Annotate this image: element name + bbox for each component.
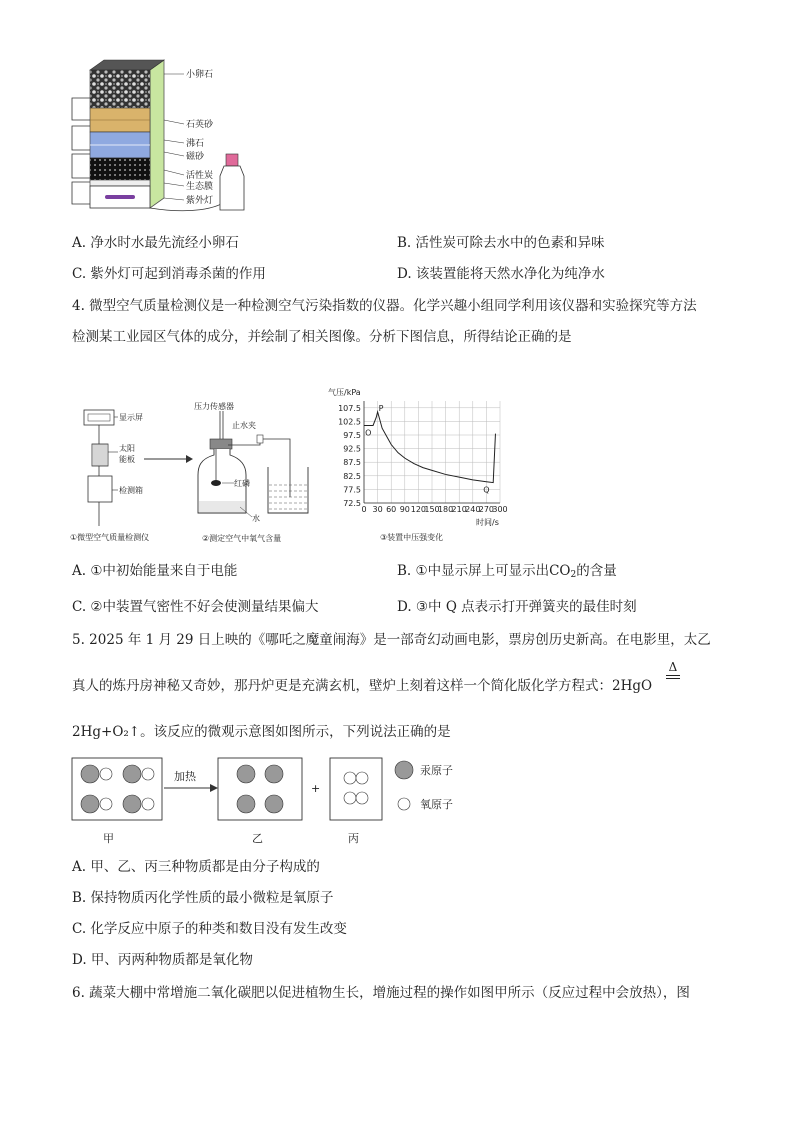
label-bing: 丙 [348, 832, 359, 845]
label-zeolite: 沸石 [186, 139, 205, 149]
reaction-micro-diagram [70, 752, 490, 848]
chart-xtick-label: 0 [361, 505, 367, 514]
chart-xtick-label: 270 [478, 505, 495, 514]
label-clamp: 止水夹 [232, 421, 256, 430]
chart-ytick-label: 92.5 [343, 444, 361, 454]
legend-o: 氧原子 [420, 798, 453, 811]
q4-option-a: A. ①中初始能量来自于电能 [72, 563, 238, 579]
delta-text: Δ [668, 660, 678, 674]
chart-ytick-label: 82.5 [343, 471, 361, 481]
q4-option-b-text: B. ①中显示屏上可显示出CO [397, 563, 571, 579]
chart-xtick-label: 180 [437, 505, 454, 514]
q3-option-c: C. 紫外灯可起到消毒杀菌的作用 [72, 266, 266, 282]
chart-caption: ③装置中压强变化 [380, 533, 444, 542]
chart-ytick-label: 87.5 [343, 458, 361, 468]
q5-stem-line3: 2Hg+O₂↑。该反应的微观示意图如图所示，下列说法正确的是 [72, 724, 451, 740]
label-water: 水 [252, 514, 260, 523]
q5-option-c: C. 化学反应中原子的种类和数目没有发生改变 [72, 921, 347, 937]
q3-option-b: B. 活性炭可除去水中的色素和异味 [397, 235, 605, 251]
label-detect-box: 检测箱 [119, 486, 143, 495]
label-quartz-sand: 石英砂 [186, 120, 214, 130]
q5-stem-line2: 真人的炼丹房神秘又奇妙，那丹炉更是充满玄机，壁炉上刻着这样一个简化版化学方程式：2HgO [72, 678, 653, 694]
chart-ytick-label: 77.5 [343, 485, 361, 495]
label-solar-2: 能板 [119, 455, 135, 464]
label-pebbles: 小卵石 [186, 70, 214, 80]
q4-option-b-sub: 2 [570, 570, 577, 580]
q3-option-d: D. 该装置能将天然水净化为纯净水 [397, 266, 605, 282]
chart-xtick-label: 240 [465, 505, 481, 514]
q5-heat-symbol [666, 660, 680, 679]
air-quality-device-figure [68, 400, 188, 545]
chart-point-label: P [378, 403, 384, 413]
label-plus: + [311, 782, 321, 795]
chart-xtick-label: 120 [410, 505, 427, 514]
chart-ytick-label: 102.5 [338, 417, 361, 427]
q4-stem-line2: 检测某工业园区气体的成分，并绘制了相关图像。分析下图信息，所得结论正确的是 [72, 329, 572, 345]
q5-option-b: B. 保持物质丙化学性质的最小微粒是氧原子 [72, 890, 334, 906]
caption-device: ①微型空气质量检测仪 [70, 533, 150, 542]
water-purifier-figure [68, 58, 258, 218]
chart-ytick-label: 72.5 [343, 499, 361, 508]
chart-ytick-label: 97.5 [343, 431, 361, 440]
label-pressure-sensor: 压力传感器 [194, 402, 234, 411]
chart-series-line [364, 412, 495, 483]
q4-option-d: D. ③中 Q 点表示打开弹簧夹的最佳时刻 [397, 599, 637, 615]
chart-xtick-label: 90 [399, 505, 410, 514]
pressure-chart [320, 385, 510, 545]
q5-option-a: A. 甲、乙、丙三种物质都是由分子构成的 [72, 859, 320, 875]
q5-option-d: D. 甲、丙两种物质都是氧化物 [72, 952, 253, 968]
chart-xtick-label: 210 [451, 505, 467, 514]
label-red-phosphorus: 红磷 [234, 479, 250, 488]
equals-bar [666, 675, 680, 679]
q4-option-b-post: 的含量 [576, 563, 617, 579]
chart-point-label: O [365, 428, 372, 438]
q3-option-a: A. 净水时水最先流经小卵石 [72, 235, 239, 251]
chart-ylabel: 气压/kPa [328, 388, 361, 397]
legend-hg: 汞原子 [420, 764, 453, 777]
label-heat: 加热 [174, 770, 196, 783]
q4-option-c: C. ②中装置气密性不好会使测量结果偏大 [72, 599, 319, 615]
chart-xtick-label: 30 [372, 505, 383, 514]
chart-xlabel: 时间/s [476, 518, 499, 527]
label-uv-lamp: 紫外灯 [186, 196, 214, 206]
q4-option-b [397, 561, 617, 585]
q6-stem-line1: 6. 蔬菜大棚中常增施二氧化碳肥以促进植物生长，增施过程的操作如图甲所示（反应过程中会放热），图 [72, 985, 690, 1001]
oxygen-apparatus-figure [190, 395, 320, 545]
label-display: 显示屏 [119, 413, 143, 422]
arrow-icon [142, 452, 194, 466]
label-activated-carbon: 活性炭 [186, 171, 214, 181]
chart-point-label: Q [483, 485, 490, 495]
label-solar-1: 太阳 [119, 444, 135, 453]
q5-stem-line1: 5. 2025 年 1 月 29 日上映的《哪吒之魔童闹海》是一部奇幻动画电影，票房创历史新高。在电影里，太乙 [72, 632, 711, 648]
chart-xtick-label: 60 [386, 505, 397, 514]
caption-apparatus: ②测定空气中氧气含量 [202, 534, 282, 543]
chart-xtick-label: 300 [492, 505, 508, 514]
label-membrane: 生态膜 [186, 182, 214, 192]
chart-ytick-label: 107.5 [338, 403, 361, 413]
label-magnetic-sand: 磁砂 [186, 152, 205, 162]
chart-xtick-label: 150 [424, 505, 440, 514]
q4-stem-line1: 4. 微型空气质量检测仪是一种检测空气污染指数的仪器。化学兴趣小组同学利用该仪器和实验探究等方法 [72, 298, 697, 314]
label-yi: 乙 [252, 832, 263, 845]
label-jia: 甲 [103, 832, 114, 845]
